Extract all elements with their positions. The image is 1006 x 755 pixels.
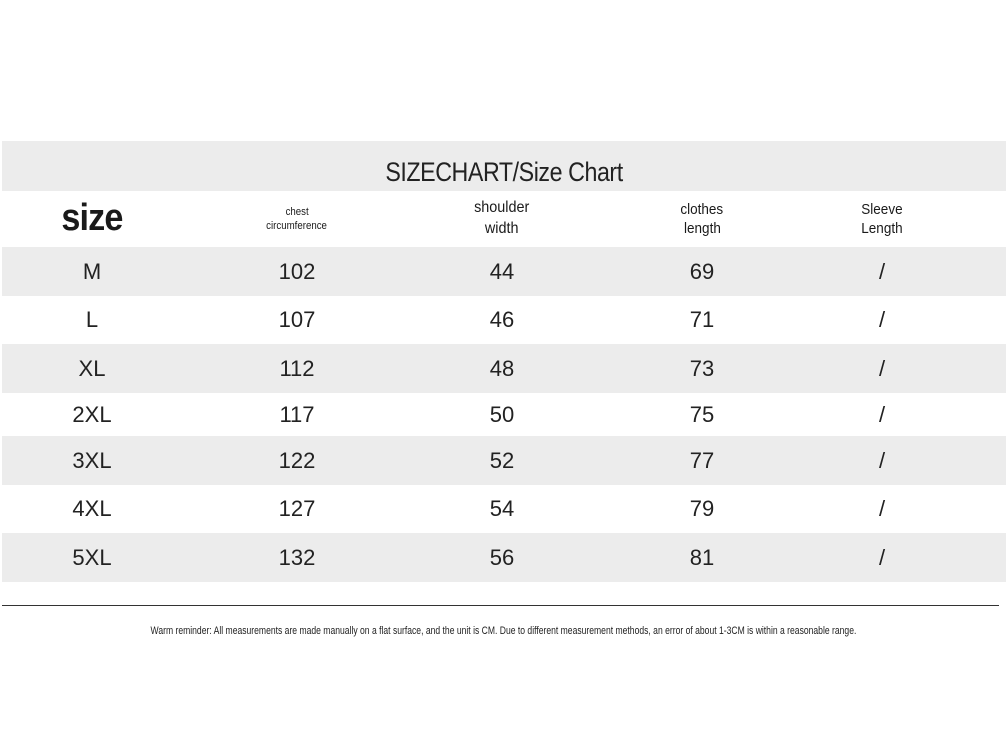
chart-title: SIZECHART/Size Chart — [385, 156, 623, 187]
cell-chest: 132 — [278, 544, 316, 570]
header-size — [42, 191, 142, 247]
header-row — [2, 191, 1006, 247]
cell-sleeve: / — [878, 355, 886, 381]
header-chest-line1: chest — [285, 205, 309, 218]
cell-length: 73 — [689, 355, 715, 381]
cell-size: 4XL — [72, 496, 112, 521]
warm-reminder-note — [0, 625, 1006, 637]
title-bar — [2, 141, 1006, 191]
cell-sleeve: / — [878, 401, 886, 427]
header-chest-line2: circumference — [266, 220, 328, 232]
divider-line — [2, 605, 999, 606]
cell-sleeve: / — [878, 258, 886, 284]
header-size-label: size — [61, 197, 123, 240]
warm-reminder-text: Warm reminder: All measurements are made manually on a flat surface, and the unit is CM. Due to different measurement methods, an error of about 1-3CM is within a reasonable range. — [150, 625, 856, 637]
cell-shoulder: 44 — [489, 258, 515, 284]
table-row — [2, 247, 1006, 296]
cell-length: 81 — [689, 544, 715, 570]
cell-chest: 117 — [279, 401, 315, 427]
header-sleeve-line2: Length — [861, 220, 903, 237]
size-table — [2, 191, 1006, 582]
table-row — [2, 485, 1006, 533]
cell-chest: 107 — [278, 307, 316, 332]
cell-size: 2XL — [72, 401, 112, 427]
cell-sleeve: / — [878, 307, 886, 332]
cell-shoulder: 52 — [489, 447, 515, 473]
table-row — [2, 393, 1006, 436]
header-clothes-line1: clothes — [680, 200, 724, 218]
cell-sleeve: / — [878, 496, 886, 521]
cell-shoulder: 50 — [489, 401, 515, 427]
header-sleeve-line1: Sleeve — [861, 200, 903, 218]
table-row — [2, 296, 1006, 344]
cell-chest: 122 — [278, 447, 316, 473]
header-shoulder — [442, 191, 562, 247]
header-shoulder-line2: width — [485, 220, 519, 237]
header-shoulder-line1: shoulder — [474, 199, 530, 217]
cell-shoulder: 54 — [489, 496, 515, 521]
table-row — [2, 344, 1006, 393]
cell-length: 77 — [689, 447, 715, 473]
header-clothes-line2: length — [683, 220, 721, 237]
cell-shoulder: 48 — [489, 355, 515, 381]
cell-shoulder: 46 — [489, 307, 515, 332]
cell-sleeve: / — [878, 544, 886, 570]
cell-length: 79 — [689, 496, 715, 521]
header-chest — [237, 191, 357, 247]
cell-sleeve: / — [878, 447, 886, 473]
cell-chest: 112 — [279, 355, 315, 381]
cell-length: 71 — [689, 307, 715, 332]
header-sleeve-length — [822, 191, 942, 247]
header-clothes-length — [642, 191, 762, 247]
cell-length: 75 — [689, 401, 715, 427]
cell-size: 3XL — [72, 447, 112, 473]
cell-size: M — [82, 258, 102, 284]
table-row — [2, 533, 1006, 582]
cell-size: L — [85, 307, 99, 332]
cell-shoulder: 56 — [489, 544, 515, 570]
cell-length: 69 — [689, 258, 715, 284]
cell-chest: 102 — [278, 258, 316, 284]
cell-size: XL — [78, 355, 106, 381]
cell-size: 5XL — [72, 544, 112, 570]
cell-chest: 127 — [278, 496, 316, 521]
table-row — [2, 436, 1006, 485]
